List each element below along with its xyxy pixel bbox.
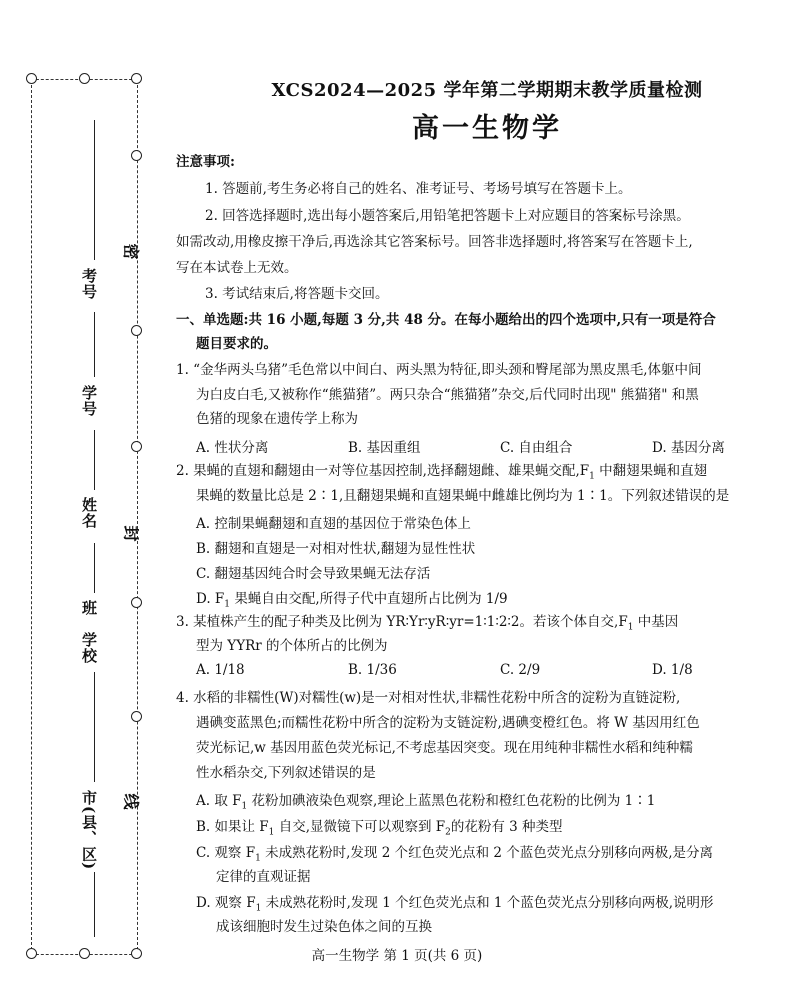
field-kaohao: 考号 [80,268,98,300]
seal-mark-mi: 密 [121,243,141,260]
section-heading: 一、单选题:共 16 小题,每题 3 分,共 48 分。在每小题给出的四个选项中,只有一项是符合 [176,312,716,328]
margin-circle-right-5 [131,711,142,722]
q4-option-d-cont: 成该细胞时发生过染色体之间的互换 [216,919,432,935]
q3-option-b: B. 1/36 [348,662,397,678]
q2-option-c: C. 翻翅基因纯合时会导致果蝇无法存活 [196,566,431,582]
q1-option-b: B. 基因重组 [348,440,421,456]
shixianqu-fill-line [94,872,95,937]
question-4-stem: 荧光标记,w 基因用蓝色荧光标记,不考虑基因突变。现在用纯种非糯性水稻和纯种糯 [196,740,693,756]
notice-line: 如需改动,用橡皮擦干净后,再选涂其它答案标号。回答非选择题时,将答案写在答题卡上, [176,234,693,250]
q4-option-b: B. 如果让 $F_1$ 自交,显微镜下可以观察到 $F_2$的花粉有 3 种类型 [196,819,563,838]
q2-option-b: B. 翻翅和直翅是一对相对性状,翻翅为显性性状 [196,541,476,557]
field-xingming: 姓名 [80,497,98,529]
q4-option-a: A. 取 $F_1$ 花粉加碘液染色观察,理论上蓝黑色花粉和橙红色花粉的比例为 1∶1 [196,793,656,812]
question-4-stem: 遇碘变蓝黑色;而糯性花粉中所含的淀粉为支链淀粉,遇碘变橙红色。将 W 基因用红色 [196,715,700,731]
xingming-fill-line [94,430,95,490]
q1-option-a: A. 性状分离 [196,440,269,456]
seal-mark-feng: 封 [121,525,141,542]
q1-option-d: D. 基因分离 [652,440,725,456]
notice-line: 3. 考试结束后,将答题卡交回。 [205,286,389,302]
q3-option-a: A. 1/18 [196,662,245,678]
q2-option-a: A. 控制果蝇翻翅和直翅的基因位于常染色体上 [196,516,471,532]
question-2-stem: 2. 果蝇的直翅和翻翅由一对等位基因控制,选择翻翅雌、雄果蝇交配$,F_1$ 中翻翅果蝇和直翅 [176,463,708,482]
question-3-stem: 3. 某植株产生的配子种类及比例为 YR∶Yr∶yR∶yr=1∶1∶2∶2。若该个体自交$,F_1$ 中基因 [176,614,679,633]
seal-mark-xian: 线 [121,793,141,810]
q3-option-d: D. 1/8 [652,662,693,678]
question-1-stem: 为白皮白毛,又被称作“熊猫猪”。两只杂合“熊猫猪”杂交,后代同时出现" 熊猫猪" 和黑 [196,387,699,403]
question-2-stem: 果蝇的数量比总是 2∶1,且翻翅果蝇和直翅果蝇中雌雄比例均为 1∶1。下列叙述错误的是 [196,488,730,504]
margin-circle-right-3 [131,441,142,452]
question-1-stem: 色猪的现象在遗传学上称为 [196,411,358,427]
field-shixianqu: 市(县、区) [80,790,98,871]
section-heading-cont: 题目要求的。 [196,336,277,352]
ban-fill-line [94,543,95,593]
notice-line: 写在本试卷上无效。 [176,260,298,276]
q1-option-c: C. 自由组合 [500,440,573,456]
xuehao-fill-line [94,312,95,377]
margin-circle-right-4 [131,597,142,608]
q4-option-c-cont: 定律的直观证据 [216,869,311,885]
page-footer: 高一生物学 第 1 页(共 6 页) [311,948,483,964]
q2-option-d: D. $F_1$ 果蝇自由交配,所得子代中直翅所占比例为 1/9 [196,591,508,610]
question-3-stem: 型为 YYRr 的个体所占的比例为 [196,638,388,654]
field-ban: 班 [80,600,98,616]
margin-circle-top-right [131,73,142,84]
exam-title: XCS2024—2025 学年第二学期期末教学质量检测 [271,80,703,101]
q4-option-d: D. 观察 $F_1$ 未成熟花粉时,发现 1 个红色荧光点和 1 个蓝色荧光点分别移向两极,说明形 [196,895,714,914]
margin-dashed-line-right [137,80,138,955]
field-xuehao: 学号 [80,385,98,417]
question-4-stem: 性水稻杂交,下列叙述错误的是 [196,765,376,781]
margin-circle-top-mid [79,73,90,84]
notice-line: 2. 回答选择题时,选出每小题答案后,用铅笔把答题卡上对应题目的答案标号涂黑。 [205,208,690,224]
q3-option-c: C. 2/9 [500,662,541,678]
q4-option-c: C. 观察 $F_1$ 未成熟花粉时,发现 2 个红色荧光点和 2 个蓝色荧光点分别移向两极,是分离 [196,845,714,864]
kaohao-fill-line [94,120,95,260]
notice-line: 1. 答题前,考生务必将自己的姓名、准考证号、考场号填写在答题卡上。 [205,181,632,197]
margin-circle-top-left [26,73,37,84]
margin-dashed-line-left [31,80,32,955]
margin-circle-right-1 [131,150,142,161]
question-4-stem: 4. 水稻的非糯性(W)对糯性(w)是一对相对性状,非糯性花粉中所含的淀粉为直链淀粉, [176,690,681,706]
xuexiao-fill-line [94,672,95,782]
question-1-stem: 1. “金华两头乌猪”毛色常以中间白、两头黑为特征,即头颈和臀尾部为黑皮黑毛,体躯中间 [176,362,702,378]
field-xuexiao: 学校 [80,632,98,664]
notice-heading: 注意事项: [176,154,235,170]
subject-title: 高一生物学 [412,113,562,144]
margin-circle-right-2 [131,325,142,336]
